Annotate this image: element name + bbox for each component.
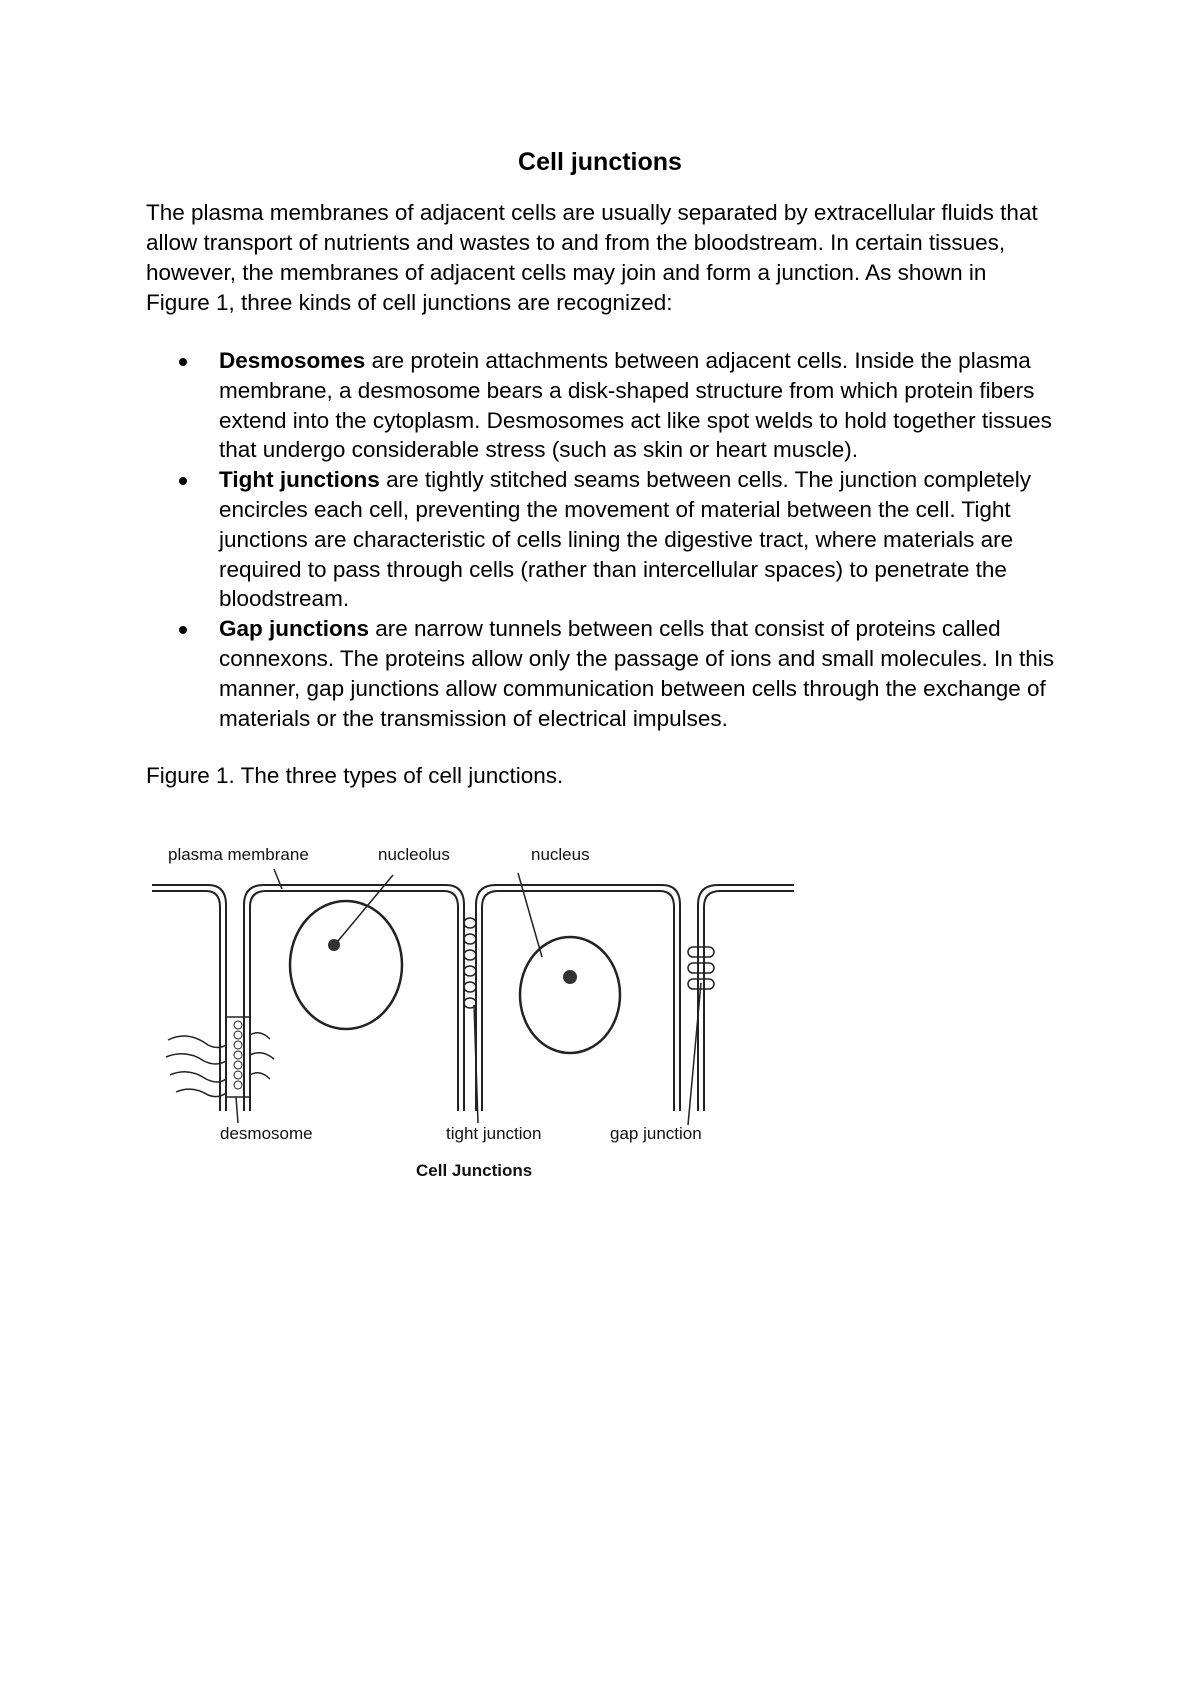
desc-tight-junctions: are tightly stitched seams between cells. The junction completely encircles each cell, preventing the movement of material between the cell. Tight junctions are characteristic of cells lining the digestive tract, where materials are required to pass through cells (rather than intercellular spaces) to penetrate the bloodstream.	[219, 467, 1031, 612]
nucleolus-right	[563, 970, 577, 984]
membrane-left-outer	[152, 885, 226, 1111]
page-title: Cell junctions	[518, 148, 682, 176]
list-item-gap-junctions	[146, 614, 1056, 733]
label-nucleolus: nucleolus	[378, 845, 450, 864]
nucleus-left	[290, 901, 402, 1029]
desc-desmosomes: are protein attachments between adjacent cells. Inside the plasma membrane, a desmosome bears a disk-shaped structure from which protein fibers extend into the cytoplasm. Desmosomes act like spot welds to hold together tissues that undergo considerable stress (such as skin or heart muscle).	[219, 348, 1052, 463]
desmosome-leader	[236, 1097, 238, 1123]
cell2-outline	[476, 885, 680, 1111]
label-gap-junction: gap junction	[610, 1124, 702, 1143]
cell2-outline-inner	[482, 891, 674, 1111]
diagram-title: Cell Junctions	[416, 1161, 533, 1180]
term-tight-junctions: Tight junctions	[219, 467, 380, 493]
label-desmosome: desmosome	[220, 1124, 313, 1143]
term-desmosomes: Desmosomes	[219, 348, 366, 373]
list-item-desmosomes	[146, 346, 1056, 465]
cell3-outline-inner	[704, 891, 794, 1111]
cell-junctions-figure	[148, 835, 808, 1190]
nucleus-right	[520, 937, 620, 1053]
cell1-outline-inner	[250, 891, 458, 1111]
label-plasma-membrane: plasma membrane	[168, 845, 309, 864]
membrane-left-inner	[152, 891, 220, 1111]
label-tight-junction: tight junction	[446, 1124, 542, 1143]
gap-junction-structure	[688, 947, 714, 989]
term-gap-junctions: Gap junctions	[219, 616, 370, 642]
bullet-icon	[179, 626, 187, 634]
bullet-icon	[179, 477, 187, 485]
intro-paragraph: The plasma membranes of adjacent cells are usually separated by extracellular fluids that allow transport of nutrients and wastes to and from the bloodstream. In certain tissues, however, the membranes of adjacent cells may join and form a junction. As shown in Figure 1, three kinds of cell junctions are recognized:	[146, 200, 1038, 315]
figure-caption: Figure 1. The three types of cell junctions.	[146, 763, 564, 788]
cell1-outline	[244, 885, 464, 1111]
cell3-outline	[698, 885, 794, 1111]
desc-gap-junctions: are narrow tunnels between cells that consist of proteins called connexons. The proteins allow only the passage of ions and small molecules. In this manner, gap junctions allow communication between cells through the exchange of materials or the transmission of electrical impulses.	[219, 616, 1055, 731]
tight-junction-structure	[464, 918, 476, 1008]
list-item-tight-junctions	[146, 465, 1056, 614]
cell-junctions-diagram	[148, 835, 808, 1185]
junction-list	[146, 346, 1056, 733]
bullet-icon	[179, 358, 187, 366]
label-nucleus: nucleus	[531, 845, 590, 864]
gap-junction-leader	[688, 983, 701, 1125]
